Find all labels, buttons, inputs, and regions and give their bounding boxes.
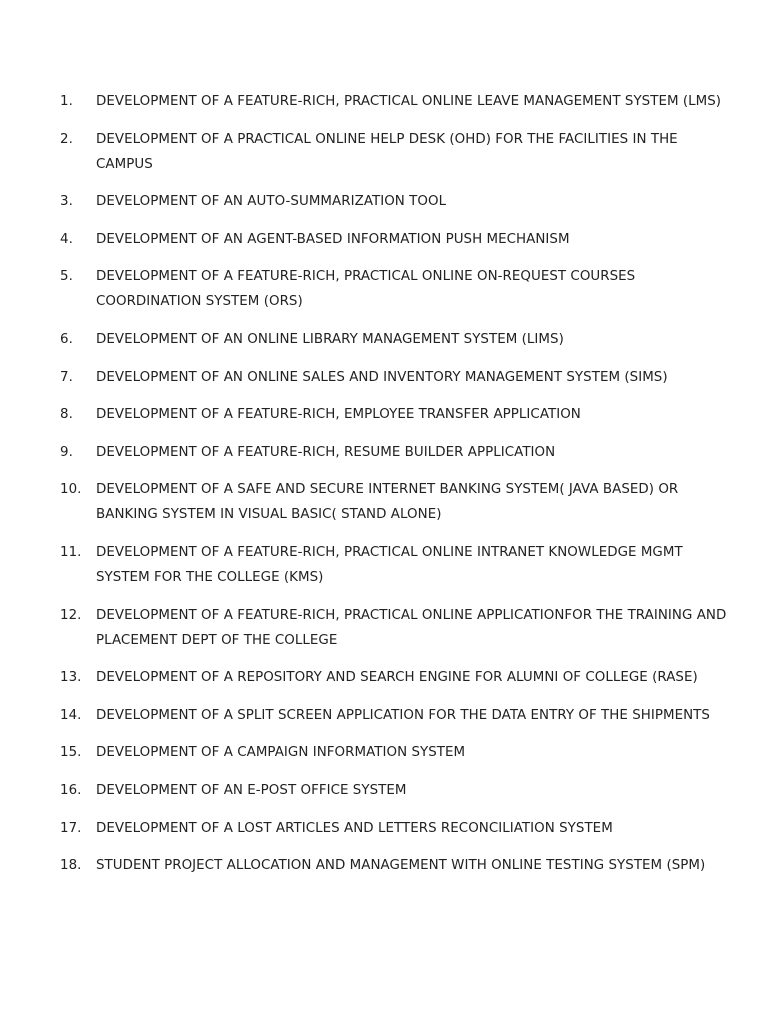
list-item: [0, 127, 768, 177]
list-item-text: STUDENT PROJECT ALLOCATION AND MANAGEMENT WITH ONLINE TESTING SYSTEM (SPM): [96, 858, 706, 874]
list-item-text: DEVELOPMENT OF A PRACTICAL ONLINE HELP DESK (OHD) FOR THE FACILITIES IN THE CAMPUS: [96, 131, 678, 172]
list-item-text: DEVELOPMENT OF A FEATURE-RICH, RESUME BUILDER APPLICATION: [96, 444, 556, 460]
list-item-number: 18.: [60, 858, 82, 874]
list-item-number: 11.: [60, 544, 82, 560]
list-item: [0, 440, 768, 465]
list-item-number: 4.: [60, 231, 73, 247]
list-item-number: 7.: [60, 369, 73, 385]
list-item: [0, 264, 768, 314]
list-item-number: 6.: [60, 331, 73, 347]
list-item-text: DEVELOPMENT OF AN E-POST OFFICE SYSTEM: [96, 782, 407, 798]
list-item-number: 3.: [60, 194, 73, 210]
list-item-text: DEVELOPMENT OF A SPLIT SCREEN APPLICATION FOR THE DATA ENTRY OF THE SHIPMENTS: [96, 707, 710, 723]
list-item-number: 8.: [60, 407, 73, 423]
list-item-number: 14.: [60, 707, 82, 723]
list-item: [0, 853, 768, 878]
list-item: [0, 740, 768, 765]
list-item-number: 16.: [60, 782, 82, 798]
list-item: [0, 603, 768, 653]
list-item-text: DEVELOPMENT OF A FEATURE-RICH, PRACTICAL ONLINE ON-REQUEST COURSES COORDINATION SYSTEM (ORS): [96, 269, 636, 310]
list-item: [0, 665, 768, 690]
list-item: [0, 402, 768, 427]
project-list: [0, 89, 768, 891]
list-item-text: DEVELOPMENT OF A CAMPAIGN INFORMATION SYSTEM: [96, 745, 466, 761]
list-item: [0, 327, 768, 352]
list-item: [0, 477, 768, 527]
list-item-text: DEVELOPMENT OF A FEATURE-RICH, PRACTICAL ONLINE INTRANET KNOWLEDGE MGMT SYSTEM FOR THE COLLEGE (KMS): [96, 544, 683, 585]
list-item-number: 2.: [60, 131, 73, 147]
list-item: [0, 778, 768, 803]
list-item: [0, 365, 768, 390]
list-item-number: 10.: [60, 482, 82, 498]
list-item-text: DEVELOPMENT OF A REPOSITORY AND SEARCH ENGINE FOR ALUMNI OF COLLEGE (RASE): [96, 670, 698, 686]
list-item-text: DEVELOPMENT OF A FEATURE-RICH, PRACTICAL ONLINE APPLICATIONFOR THE TRAINING AND PLACEMENT DEPT OF THE COLLEGE: [96, 607, 727, 648]
list-item: [0, 227, 768, 252]
list-item: [0, 816, 768, 841]
list-item-number: 1.: [60, 94, 73, 109]
list-item-text: DEVELOPMENT OF AN ONLINE LIBRARY MANAGEMENT SYSTEM (LIMS): [96, 331, 564, 347]
list-item: [0, 189, 768, 214]
list-item-text: DEVELOPMENT OF A FEATURE-RICH, PRACTICAL ONLINE LEAVE MANAGEMENT SYSTEM (LMS): [96, 94, 722, 109]
list-item-number: 17.: [60, 820, 82, 836]
list-item-number: 5.: [60, 269, 73, 285]
list-item-text: DEVELOPMENT OF AN AUTO-SUMMARIZATION TOOL: [96, 194, 447, 210]
list-item-number: 9.: [60, 444, 73, 460]
list-item-text: DEVELOPMENT OF A LOST ARTICLES AND LETTERS RECONCILIATION SYSTEM: [96, 820, 613, 836]
list-item-number: 12.: [60, 607, 82, 623]
list-item: [0, 89, 768, 114]
list-item: [0, 540, 768, 590]
list-item: [0, 703, 768, 728]
list-item-text: DEVELOPMENT OF A FEATURE-RICH, EMPLOYEE TRANSFER APPLICATION: [96, 407, 581, 423]
list-item-number: 13.: [60, 670, 82, 686]
list-item-number: 15.: [60, 745, 82, 761]
list-item-text: DEVELOPMENT OF A SAFE AND SECURE INTERNET BANKING SYSTEM( JAVA BASED) OR BANKING SYSTEM IN VISUAL BASIC( STAND ALONE): [96, 482, 679, 523]
list-item-text: DEVELOPMENT OF AN AGENT-BASED INFORMATION PUSH MECHANISM: [96, 231, 570, 247]
list-item-text: DEVELOPMENT OF AN ONLINE SALES AND INVENTORY MANAGEMENT SYSTEM (SIMS): [96, 369, 668, 385]
